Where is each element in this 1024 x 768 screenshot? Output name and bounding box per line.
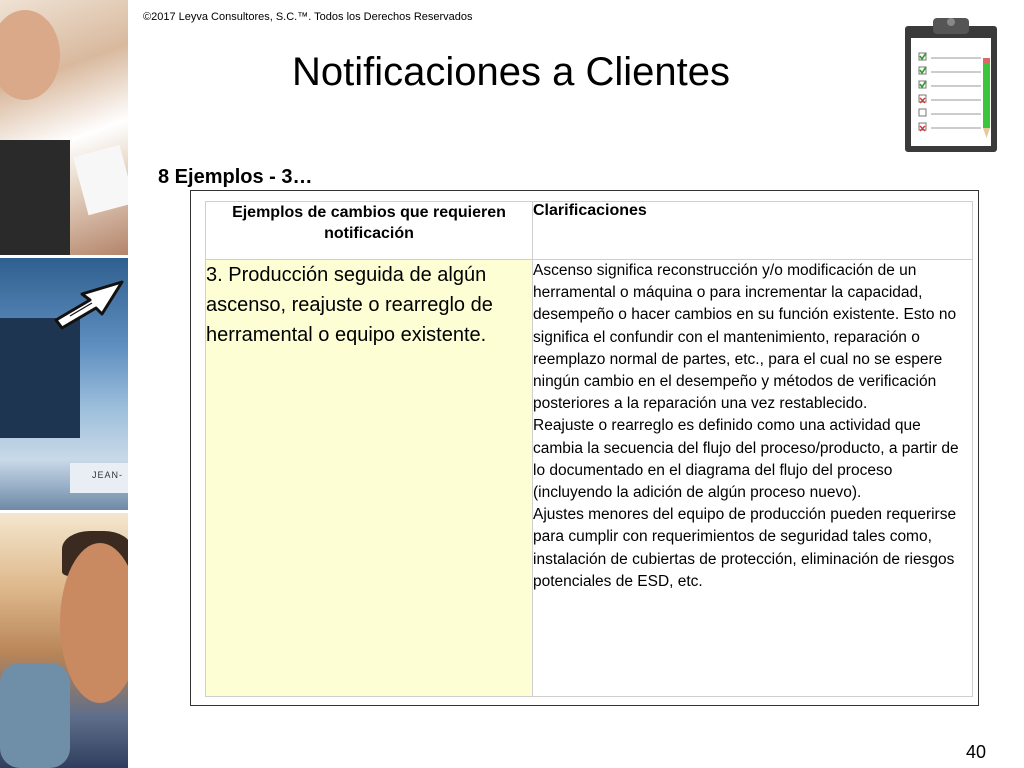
examples-table [205, 201, 973, 697]
clarification-cell [533, 260, 973, 697]
photo-label-text: JEAN- [92, 470, 124, 480]
page-number: 40 [966, 742, 987, 762]
section-subtitle: 8 Ejemplos - 3… [158, 166, 313, 188]
table-row [206, 260, 973, 697]
clarification-paragraph: Ascenso significa reconstrucción y/o modificación de un herramental o máquina o para incrementar la capacidad, desempeño o hacer cambios en su función existente. Esto no significa el confundir con el mantenimiento, reparación o reemplazo normal de partes, etc., para el cual no se espere ningún cambio en el desempeño y métodos de verificación posteriores a la reparación una vez restablecido. [533, 262, 957, 413]
column-header-examples: Ejemplos de cambios que requieren notificación [206, 202, 533, 260]
clarification-paragraph: Reajuste o rearreglo es definido como una actividad que cambia la secuencia del flujo del proceso/producto, a partir de lo documentado en el diagrama del flujo del proceso (incluyendo la adición de algún proceso nuevo). [533, 417, 959, 502]
arrow-cursor-icon [52, 280, 124, 330]
examples-table-frame [190, 190, 979, 706]
copyright-text: ©2017 Leyva Consultores, S.C.™. Todos los Derechos Reservados [143, 11, 473, 23]
table-header-row [206, 202, 973, 260]
photo-man-phone [0, 513, 128, 768]
photo-man-reading [0, 0, 128, 255]
page-title: Notificaciones a Clientes [292, 50, 730, 94]
photo-strip [0, 0, 128, 768]
clarification-paragraph: Ajustes menores del equipo de producción pueden requerirse para cumplir con requerimientos de seguridad tales como, instalación de cubiertas de protección, eliminación de riesgos potenciales de ESD, etc. [533, 506, 957, 590]
clipboard-checklist-icon [903, 14, 999, 154]
example-cell: 3. Producción seguida de algún ascenso, reajuste o rearreglo de herramental o equipo existente. [206, 260, 533, 697]
column-header-clarifications: Clarificaciones [533, 202, 973, 260]
